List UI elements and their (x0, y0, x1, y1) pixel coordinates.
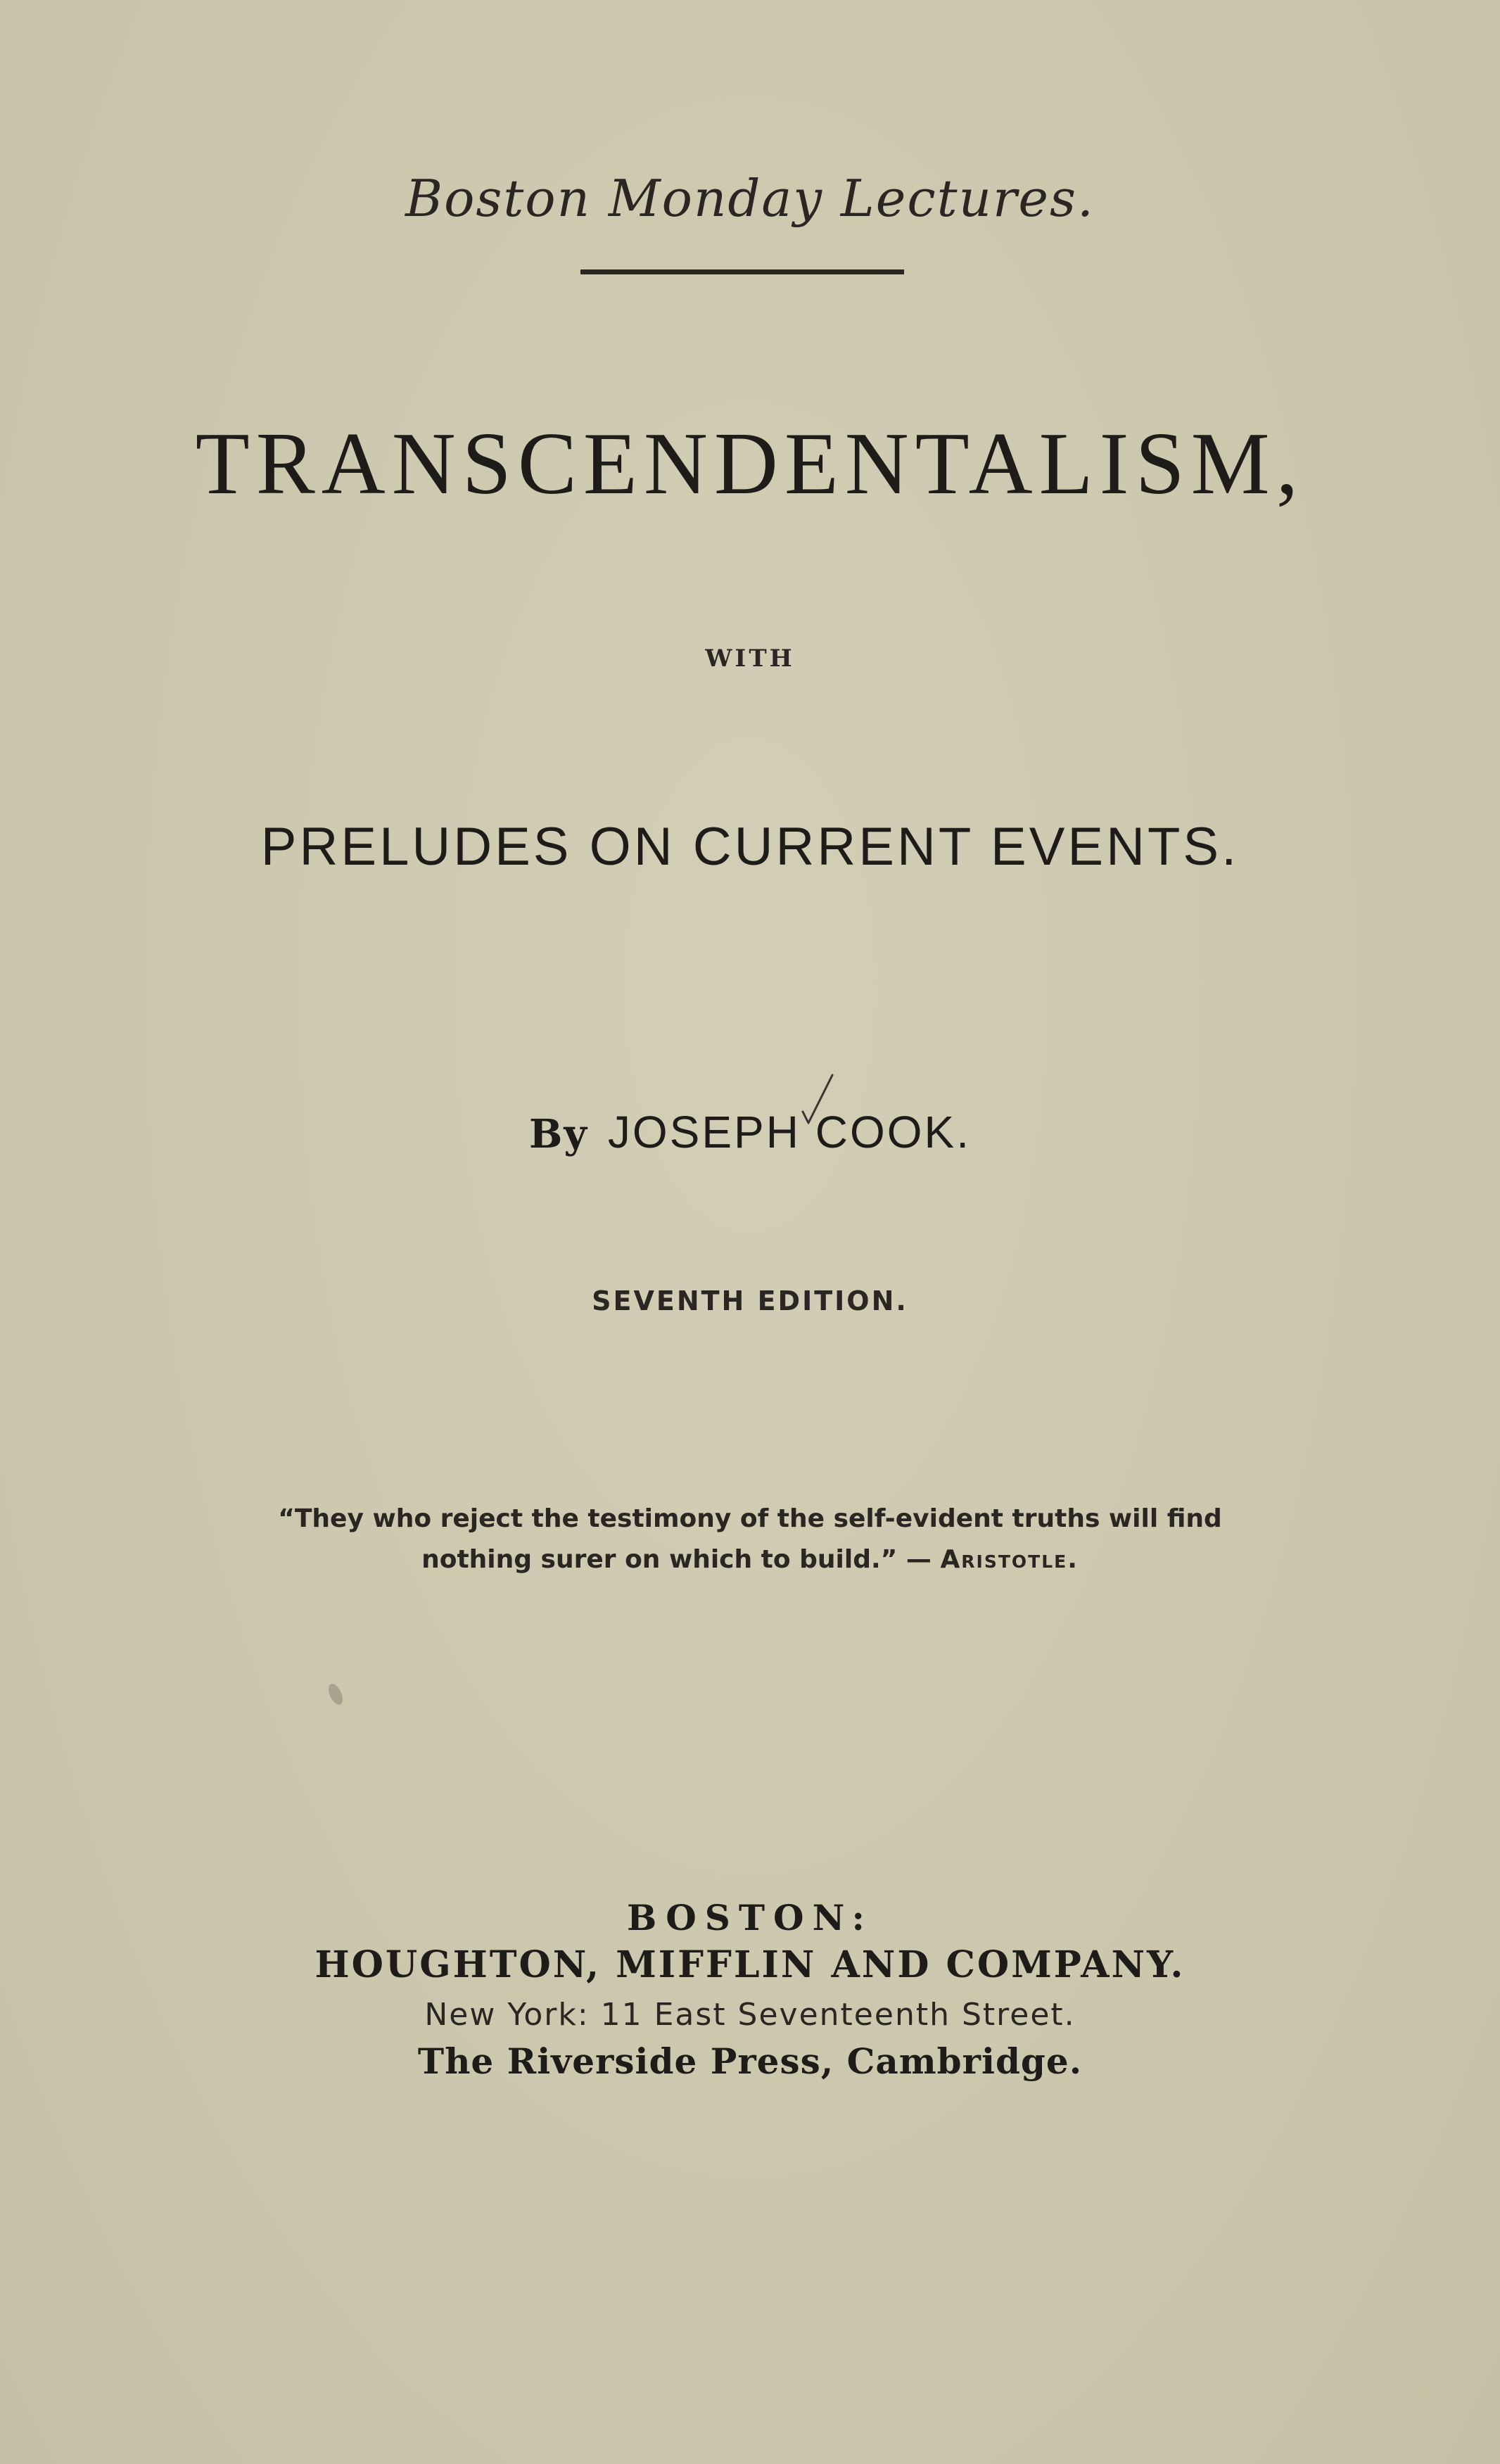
epigraph-line-1: “They who reject the testimony of the self-evident truths will find (278, 1504, 1222, 1533)
author-line (0, 1106, 1500, 1158)
imprint-city: BOSTON: (627, 1897, 873, 1938)
title-connector: WITH (705, 644, 795, 673)
epigraph (0, 1499, 1500, 1580)
imprint-address: New York: 11 East Seventeenth Street. (424, 1997, 1076, 2033)
book-subtitle: PRELUDES ON CURRENT EVENTS. (260, 817, 1240, 877)
epigraph-text: nothing surer on which to build.” — (421, 1545, 932, 1574)
ink-smudge (325, 1680, 346, 1708)
book-title: TRANSCENDENTALISM, (195, 415, 1305, 513)
divider-rule (580, 269, 904, 274)
edition-label: SEVENTH EDITION. (592, 1285, 908, 1316)
epigraph-attribution: Aristotle. (940, 1545, 1079, 1574)
series-title: Boston Monday Lectures. (405, 169, 1095, 228)
author-name: JOSEPH COOK. (607, 1107, 971, 1157)
checkmark-icon (797, 1071, 839, 1127)
imprint-press: The Riverside Press, Cambridge. (417, 2040, 1083, 2082)
imprint-publisher: HOUGHTON, MIFFLIN AND COMPANY. (314, 1943, 1186, 1986)
author-prefix: By (529, 1111, 588, 1157)
epigraph-line-2 (0, 1539, 1500, 1580)
